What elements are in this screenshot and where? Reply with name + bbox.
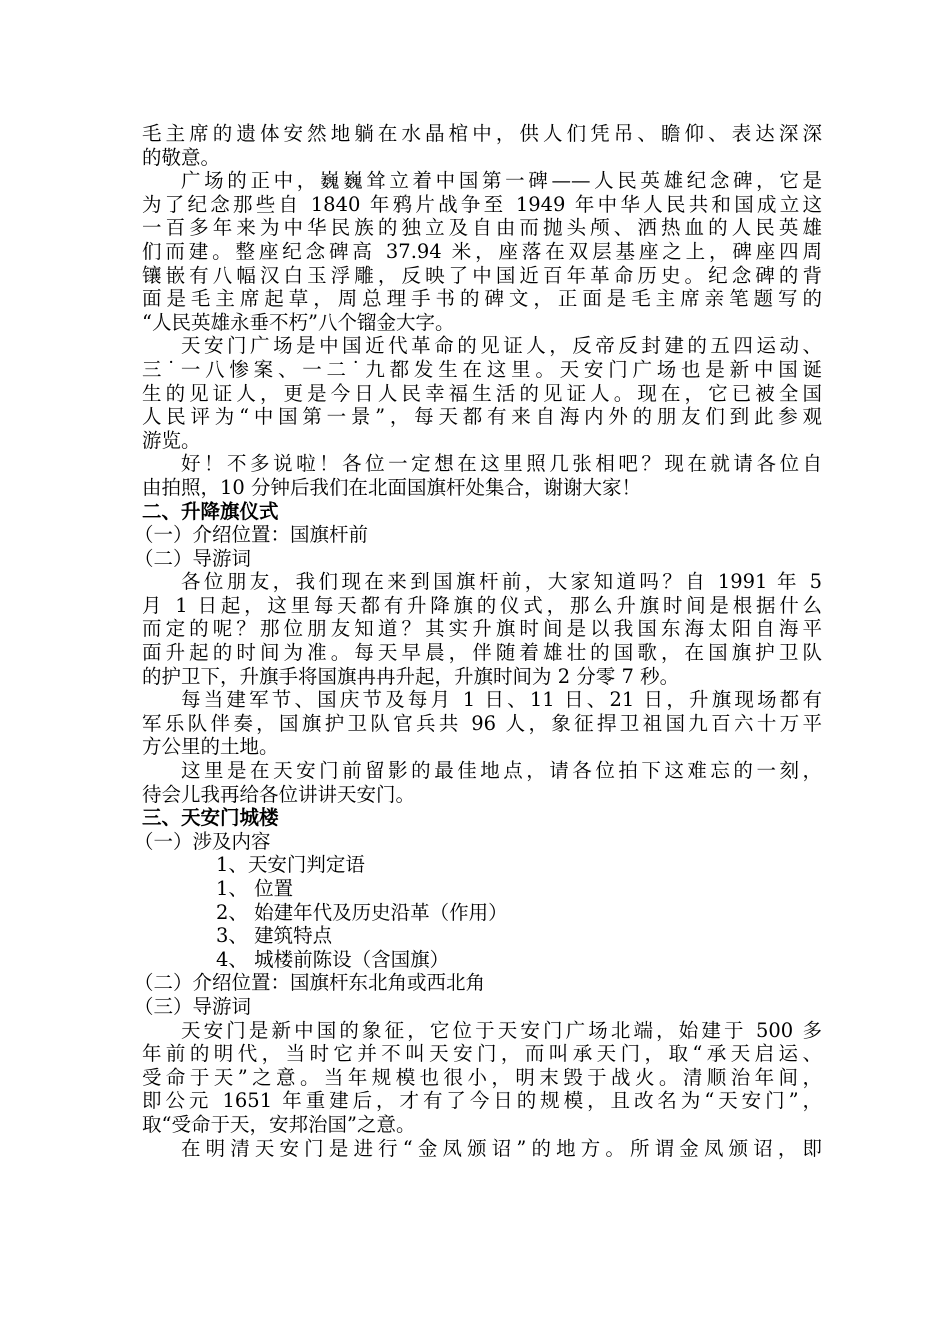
list-item: 3、 建筑特点 [216,924,333,948]
paragraph-start-line: 这里是在天安门前留影的最佳地点，请各位拍下这难忘的一刻， [181,759,822,783]
subsection-heading: （三）导游词 [134,994,252,1018]
paragraph-start-line: 各位朋友，我们现在来到国旗杆前，大家知道吗？自 1991 年 5 [181,570,822,594]
subsection-heading: （一）介绍位置：国旗杆前 [134,523,369,547]
body-line: 取“受命于天，安邦治国”之意。 [142,1112,416,1136]
body-line: 待会儿我再给各位讲讲天安门。 [142,782,416,806]
body-line: 受命于天”之意。当年规模也很小，明末毁于战火。清顺治年间， [142,1065,822,1089]
paragraph-start-line: 天安门是新中国的象征，它位于天安门广场北端，始建于 500 多 [181,1018,822,1042]
list-item: 4、 城楼前陈设（含国旗） [216,947,450,971]
body-line: 们而建。整座纪念碑高 37.94 米，座落在双层基座之上，碑座四周 [142,239,822,263]
subsection-heading: （一）涉及内容 [134,829,271,853]
body-line: 年前的明代，当时它并不叫天安门，而叫承天门，取“承天启运、 [142,1042,822,1066]
list-item: 2、 始建年代及历史沿革（作用） [216,900,508,924]
body-line: 游览。 [142,428,201,452]
document-page [134,122,822,1160]
body-line: 一百多年来为中华民族的独立及自由而抛头颅、洒热血的人民英雄 [142,216,822,240]
body-line: “人民英雄永垂不朽”八个镏金大字。 [142,310,455,334]
paragraph-start-line: 广场的正中，巍巍耸立着中国第一碑——人民英雄纪念碑，它是 [181,169,822,193]
subsection-heading: （二）导游词 [134,546,252,570]
body-line: 面是毛主席起草，周总理手书的碑文，正面是毛主席亲笔题写的 [142,287,822,311]
list-item: 1、 位置 [216,877,294,900]
paragraph-start-line: 在明清天安门是进行“金凤颁诏”的地方。所谓金凤颁诏，即 [181,1136,822,1160]
section-heading: 三、天安门城楼 [142,806,279,830]
body-line: 方公里的土地。 [142,735,279,759]
body-line: 的敬意。 [142,145,221,169]
body-line: 面升起的时间为准。每天早晨，伴随着雄壮的国歌，在国旗护卫队 [142,641,822,665]
body-line: 月 1 日起，这里每天都有升降旗的仪式，那么升旗时间是根据什么 [142,593,822,617]
paragraph-start-line: 每当建军节、国庆节及每月 1 日、11 日、21 日，升旗现场都有 [181,688,822,712]
body-line: 的护卫下，升旗手将国旗冉冉升起，升旗时间为 2 分零 7 秒。 [142,664,680,688]
list-item: 1、天安门判定语 [216,853,365,877]
body-line: 为了纪念那些自 1840 年鸦片战争至 1949 年中华人民共和国成立这 [142,192,822,216]
body-line: 军乐队伴奏，国旗护卫队官兵共 96 人，象征捍卫祖国九百六十万平 [142,711,822,735]
body-line: 而定的呢？那位朋友知道？其实升旗时间是以我国东海太阳自海平 [142,617,822,641]
subsection-heading: （二）介绍位置：国旗杆东北角或西北角 [134,971,486,995]
body-line: 镶嵌有八幅汉白玉浮雕，反映了中国近百年革命历史。纪念碑的背 [142,263,822,287]
body-line: 毛主席的遗体安然地躺在水晶棺中，供人们凭吊、瞻仰、表达深深 [142,122,822,145]
body-line: 即公元 1651 年重建后，才有了今日的规模，且改名为“天安门”， [142,1089,822,1113]
body-line: 由拍照，10 分钟后我们在北面国旗杆处集合，谢谢大家！ [142,475,642,499]
paragraph-start-line: 天安门广场是中国近代革命的见证人，反帝反封建的五四运动、 [181,334,822,358]
paragraph-start-line: 好！不多说啦！各位一定想在这里照几张相吧？现在就请各位自 [181,452,822,476]
body-line: 人民评为“中国第一景”，每天都有来自海内外的朋友们到此参观 [142,405,822,429]
section-heading: 二、升降旗仪式 [142,499,279,523]
body-line: 三˙一八惨案、一二˙九都发生在这里。天安门广场也是新中国诞 [142,357,822,381]
body-line: 生的见证人，更是今日人民幸福生活的见证人。现在，它已被全国 [142,381,822,405]
